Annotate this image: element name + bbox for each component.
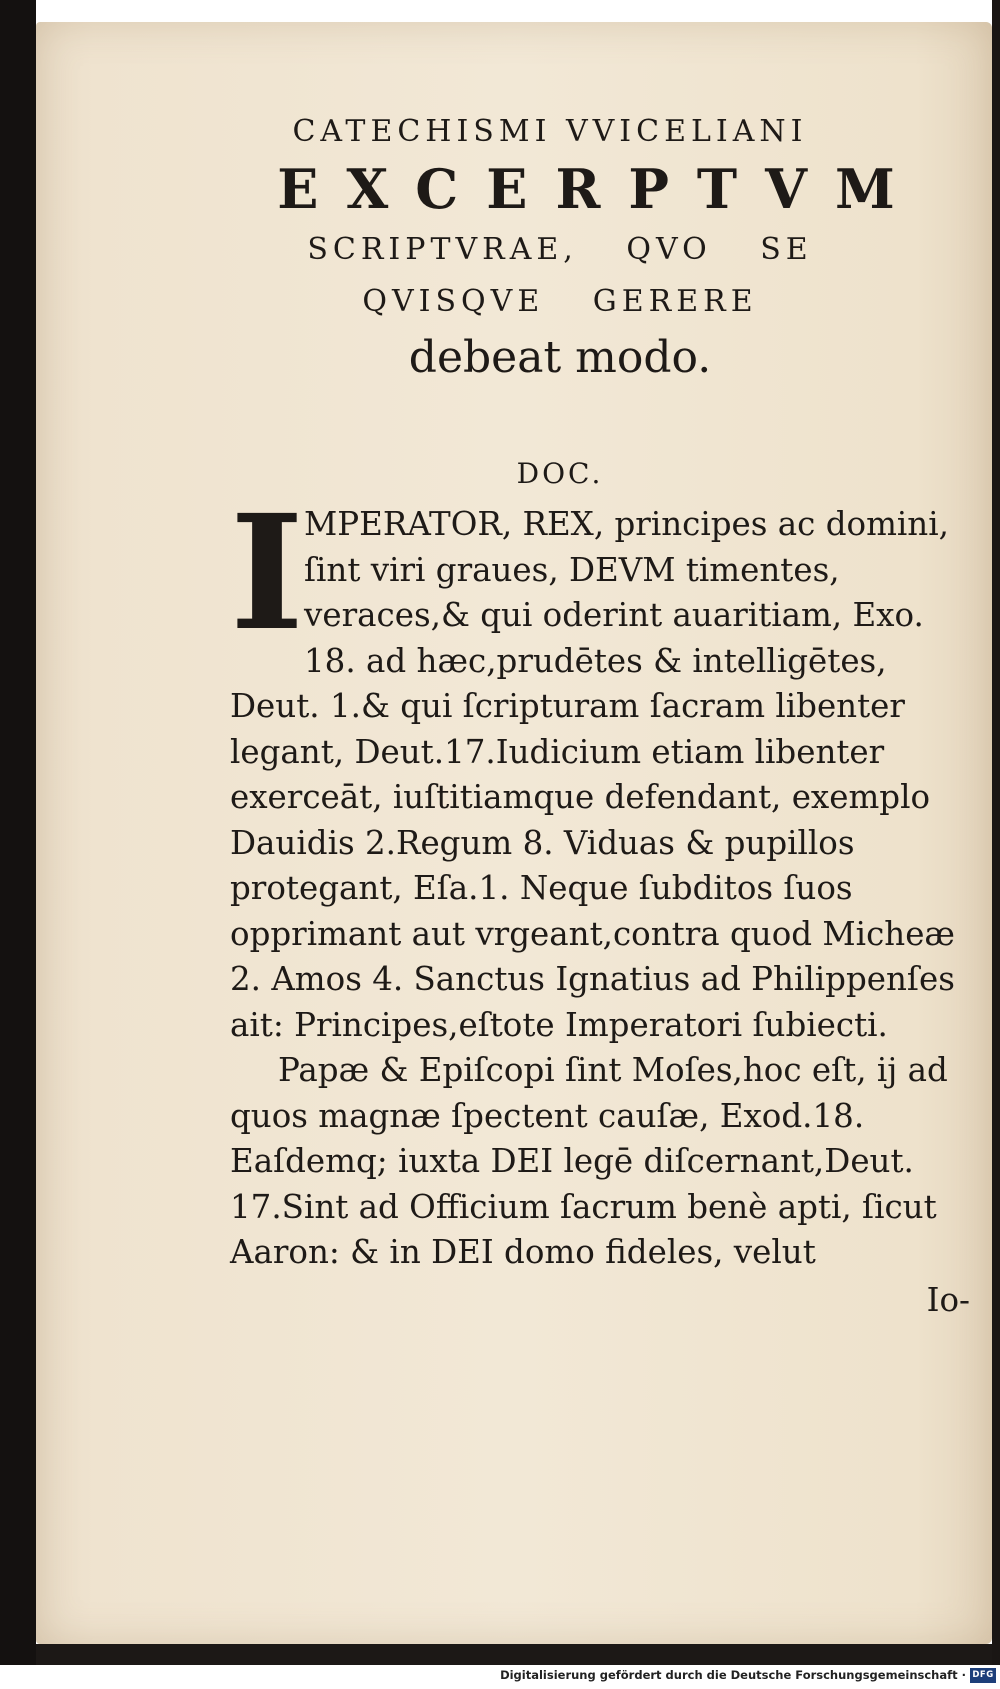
subtitle-line-3: debeat modo.	[408, 332, 712, 383]
book-edge-left	[0, 0, 36, 1665]
catchword: Io-	[926, 1280, 970, 1319]
drop-cap-initial: I	[230, 481, 304, 666]
dfg-logo-icon: DFG	[970, 1668, 996, 1683]
digitization-footer	[0, 1665, 1000, 1689]
paragraph-2: Papæ & Epiſcopi ſint Moſes,hoc eſt, ij ad quos magnæ ſpectent cauſæ, Exod.18. Eaſdemq; iuxta DEI legē diſcernant,Deut. 17.Sint ad Officium ſacrum benè apti, ſicut Aaron: & in DEI domo fideles, velut	[230, 1051, 948, 1271]
speaker-label: DOC.	[516, 457, 604, 490]
text-block	[230, 110, 970, 1324]
book-edge-bottom	[36, 1644, 992, 1665]
paragraph-1-text: MPERATOR, REX, principes ac domini, ſint viri graues, DEVM timentes, veraces,& qui oderint auaritiam, Exo. 18. ad hæc,prudētes & intelligētes, Deut. 1.& qui ſcripturam ſacram libenter legant, Deut.17.Iudicium etiam libenter exerceāt, iuſtitiamque defendant, exemplo Dauidis 2.Regum 8. Viduas & pupillos protegant, Eſa.1. Neque ſubditos ſuos opprimant aut vrgeant,contra quod Micheæ 2. Amos 4. Sanctus Ignatius ad Philippenſes ait: Principes,eſtote Imperatori ſubiecti.	[230, 505, 955, 1044]
footer-credit: Digitalisierung gefördert durch die Deutsche Forschungsgemeinschaft ·	[500, 1668, 966, 1682]
book-edge-right	[992, 0, 1000, 1665]
section-title: EXCERPTVM	[277, 157, 923, 221]
subtitle-line-1: SCRIPTVRAE, QVO SE	[307, 232, 813, 267]
running-head: CATECHISMI VVICELIANI	[292, 114, 808, 149]
subtitle-line-2: QVISQVE GERERE	[362, 284, 758, 319]
paragraph-1	[230, 481, 970, 1048]
